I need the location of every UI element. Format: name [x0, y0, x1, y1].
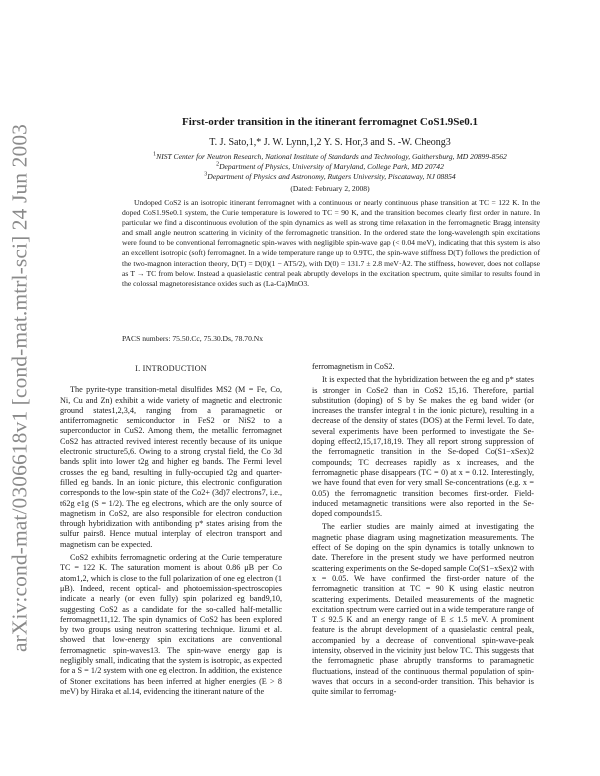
abstract [122, 198, 540, 289]
left-column [60, 364, 282, 700]
right-paragraph-3: The earlier studies are mainly aimed at investigating the magnetic phase diagram using magnetization measurements. The effect of Se doping on the spin dynamics is totally unknown to date. Therefore in the present study we have performed neutron scattering experiments on the Se-doped sample Co(S1−xSex)2 with x = 0.05. We have confirmed the first-order nature of the ferromagnetic transition at TC = 90 K using elastic neutron scattering experiments. Detailed measurements of the magnetic excitation spectrum were carried out in a wide temperature range of T ≤ 92.5 K and an energy range of E ≤ 1.5 meV. A prominent feature is the abrupt development of a quasielastic central peak, accompanied by a decrease of conventional spin-wave-peak intensity, observed in the vicinity just below TC. This suggests that the ferromagnetic phase abruptly transforms to paramagnetic fluctuations, instead of the continuous thermal population of spin-waves that occurs in a second-order transition. This behavior is quite similar to ferromag- [312, 522, 534, 697]
author-list: T. J. Sato,1,* J. W. Lynn,1,2 Y. S. Hor,3 and S. -W. Cheong3 [209, 137, 451, 148]
affiliation-1-text: NIST Center for Neutron Research, National Institute of Standards and Technology, Gaithersburg, MD 20899-8562 [156, 152, 507, 161]
affiliation-3-text: Department of Physics and Astronomy, Rutgers University, Piscataway, NJ 08854 [207, 172, 456, 181]
left-paragraph-2: CoS2 exhibits ferromagnetic ordering at the Curie temperature TC = 122 K. The saturation moment is about 0.86 μB per Co atom1,2, which is close to the full polarization of one eg electron (1 μB). Indeed, recent optical- and photoemission-spectroscopies indicate a nearly (or even fully) spin polarized eg band9,10, suggesting CoS2 as a candidate for the so-called half-metallic ferromagnet11,12. The spin dynamics of CoS2 has been explored by two groups using neutron scattering technique. Iizumi et al. showed that low-energy spin excitations are conventional ferromagnetic spin-waves13. The spin-wave energy gap is negligibly small, indicating that the system is isotropic, as expected for a S = 1/2 system with one eg electron. In addition, the existence of Stoner excitations has been inferred at higher energies (E > 8 meV) by Hiraka et al.14, evidencing the itinerant nature of the [60, 553, 282, 696]
right-column [312, 362, 534, 701]
affiliation-2 [60, 162, 600, 172]
affiliation-1 [60, 152, 600, 162]
left-paragraph-1: The pyrite-type transition-metal disulfides MS2 (M = Fe, Co, Ni, Cu and Zn) exhibit a wide variety of magnetic and electronic ground states1,2,3,4, ranging from a paramagnetic or antiferromagnetic semiconductor in FeS2 or NiS2 to a superconductor in CuS2. Among them, the metallic ferromagnet CoS2 has attracted revived interest recently because of its unique electronic structure5,6. Owing to a strong crystal field, the Co 3d bands split into lower t2g and higher eg bands. The Fermi level crosses the eg band, resulting in fully-occupied t2g and quarter-filled eg bands. In an ionic picture, this electronic configuration corresponds to the low-spin state of the Co2+ (3d)7 electrons7, i.e., t62g e1g (S = 1/2). The eg electrons, which are the only source of magnetism in CoS2, are also responsible for electron conduction through hybridization with antibonding p* states arising from the sulfur pairs8. Hence mutual interplay of electron transport and magnetism can be expected. [60, 385, 282, 549]
affiliation-3-mark: 3 [204, 171, 208, 178]
right-paragraph-2: It is expected that the hybridization between the eg and p* states is stronger in CoSe2 than in CoS2 15,16. Therefore, partial substitution (doping) of S by Se makes the eg band wider (or increases the transfer integral t in the ionic picture), resulting in a decrease of the density of states (DOS) at the Fermi level. To date, several experiments have been performed to investigate the Se-doping effect2,15,17,18,19. They all report strong suppression of the ferromagnetic transition in the Se-doped Co(S1−xSex)2 compounds; TC decreases rapidly as x increases, and the ferromagnetic phase disappears (TC = 0) at x = 0.12. Interestingly, we have found that even for very small Se-concentrations (e.g. x = 0.05) the ferromagnetic transition becomes first-order. Field-induced metamagnetic transitions were also reported in the Se-doped compounds15. [312, 375, 534, 519]
dated-line: (Dated: February 2, 2008) [290, 184, 370, 193]
affiliation-3 [60, 172, 600, 182]
right-paragraph-1: ferromagnetism in CoS2. [312, 362, 395, 371]
pacs-numbers: PACS numbers: 75.50.Cc, 75.30.Ds, 78.70.Nx [122, 334, 264, 343]
abstract-text: Undoped CoS2 is an isotropic itinerant ferromagnet with a continuous or nearly continuous phase transition at TC = 122 K. In the doped CoS1.9Se0.1 system, the Curie temperature is lowered to TC = 90 K, and the transition becomes clearly first order in nature. In particular we find a discontinuous evolution of the spin dynamics as well as strong time relaxation in the ferromagnetic Bragg intensity and small angle neutron scattering in vicinity of the ferromagnetic transition. In the ordered state the long-wavelength spin excitations were found to be conventional ferromagnetic spin-waves with negligible spin-wave gap (< 0.04 meV), indicating that this system is also an excellent isotropic (soft) ferromagnet. In a wide temperature range up to 0.9TC, the spin-wave stiffness D(T) follows the prediction of the two-magnon interaction theory, D(T) = D(0)(1 − AT5/2), with D(0) = 131.7 ± 2.8 meV·Å2. The stiffness, however, does not collapse as T → TC from below. Instead a quasielastic central peak abruptly develops in the excitation spectrum, quite similar to results found in the colossal magnetoresistance oxides such as (La-Ca)MnO3. [122, 198, 540, 288]
affiliation-1-mark: 1 [153, 151, 157, 158]
affiliation-2-mark: 2 [216, 161, 220, 168]
arxiv-identifier: arXiv:cond-mat/0306618v1 [cond-mat.mtrl-sci] 24 Jun 2003 [7, 123, 32, 653]
section-heading-introduction: I. INTRODUCTION [135, 364, 207, 373]
affiliation-2-text: Department of Physics, University of Maryland, College Park, MD 20742 [219, 162, 444, 171]
arxiv-sidebar [0, 0, 40, 776]
paper-title: First-order transition in the itinerant ferromagnet CoS1.9Se0.1 [182, 116, 478, 128]
